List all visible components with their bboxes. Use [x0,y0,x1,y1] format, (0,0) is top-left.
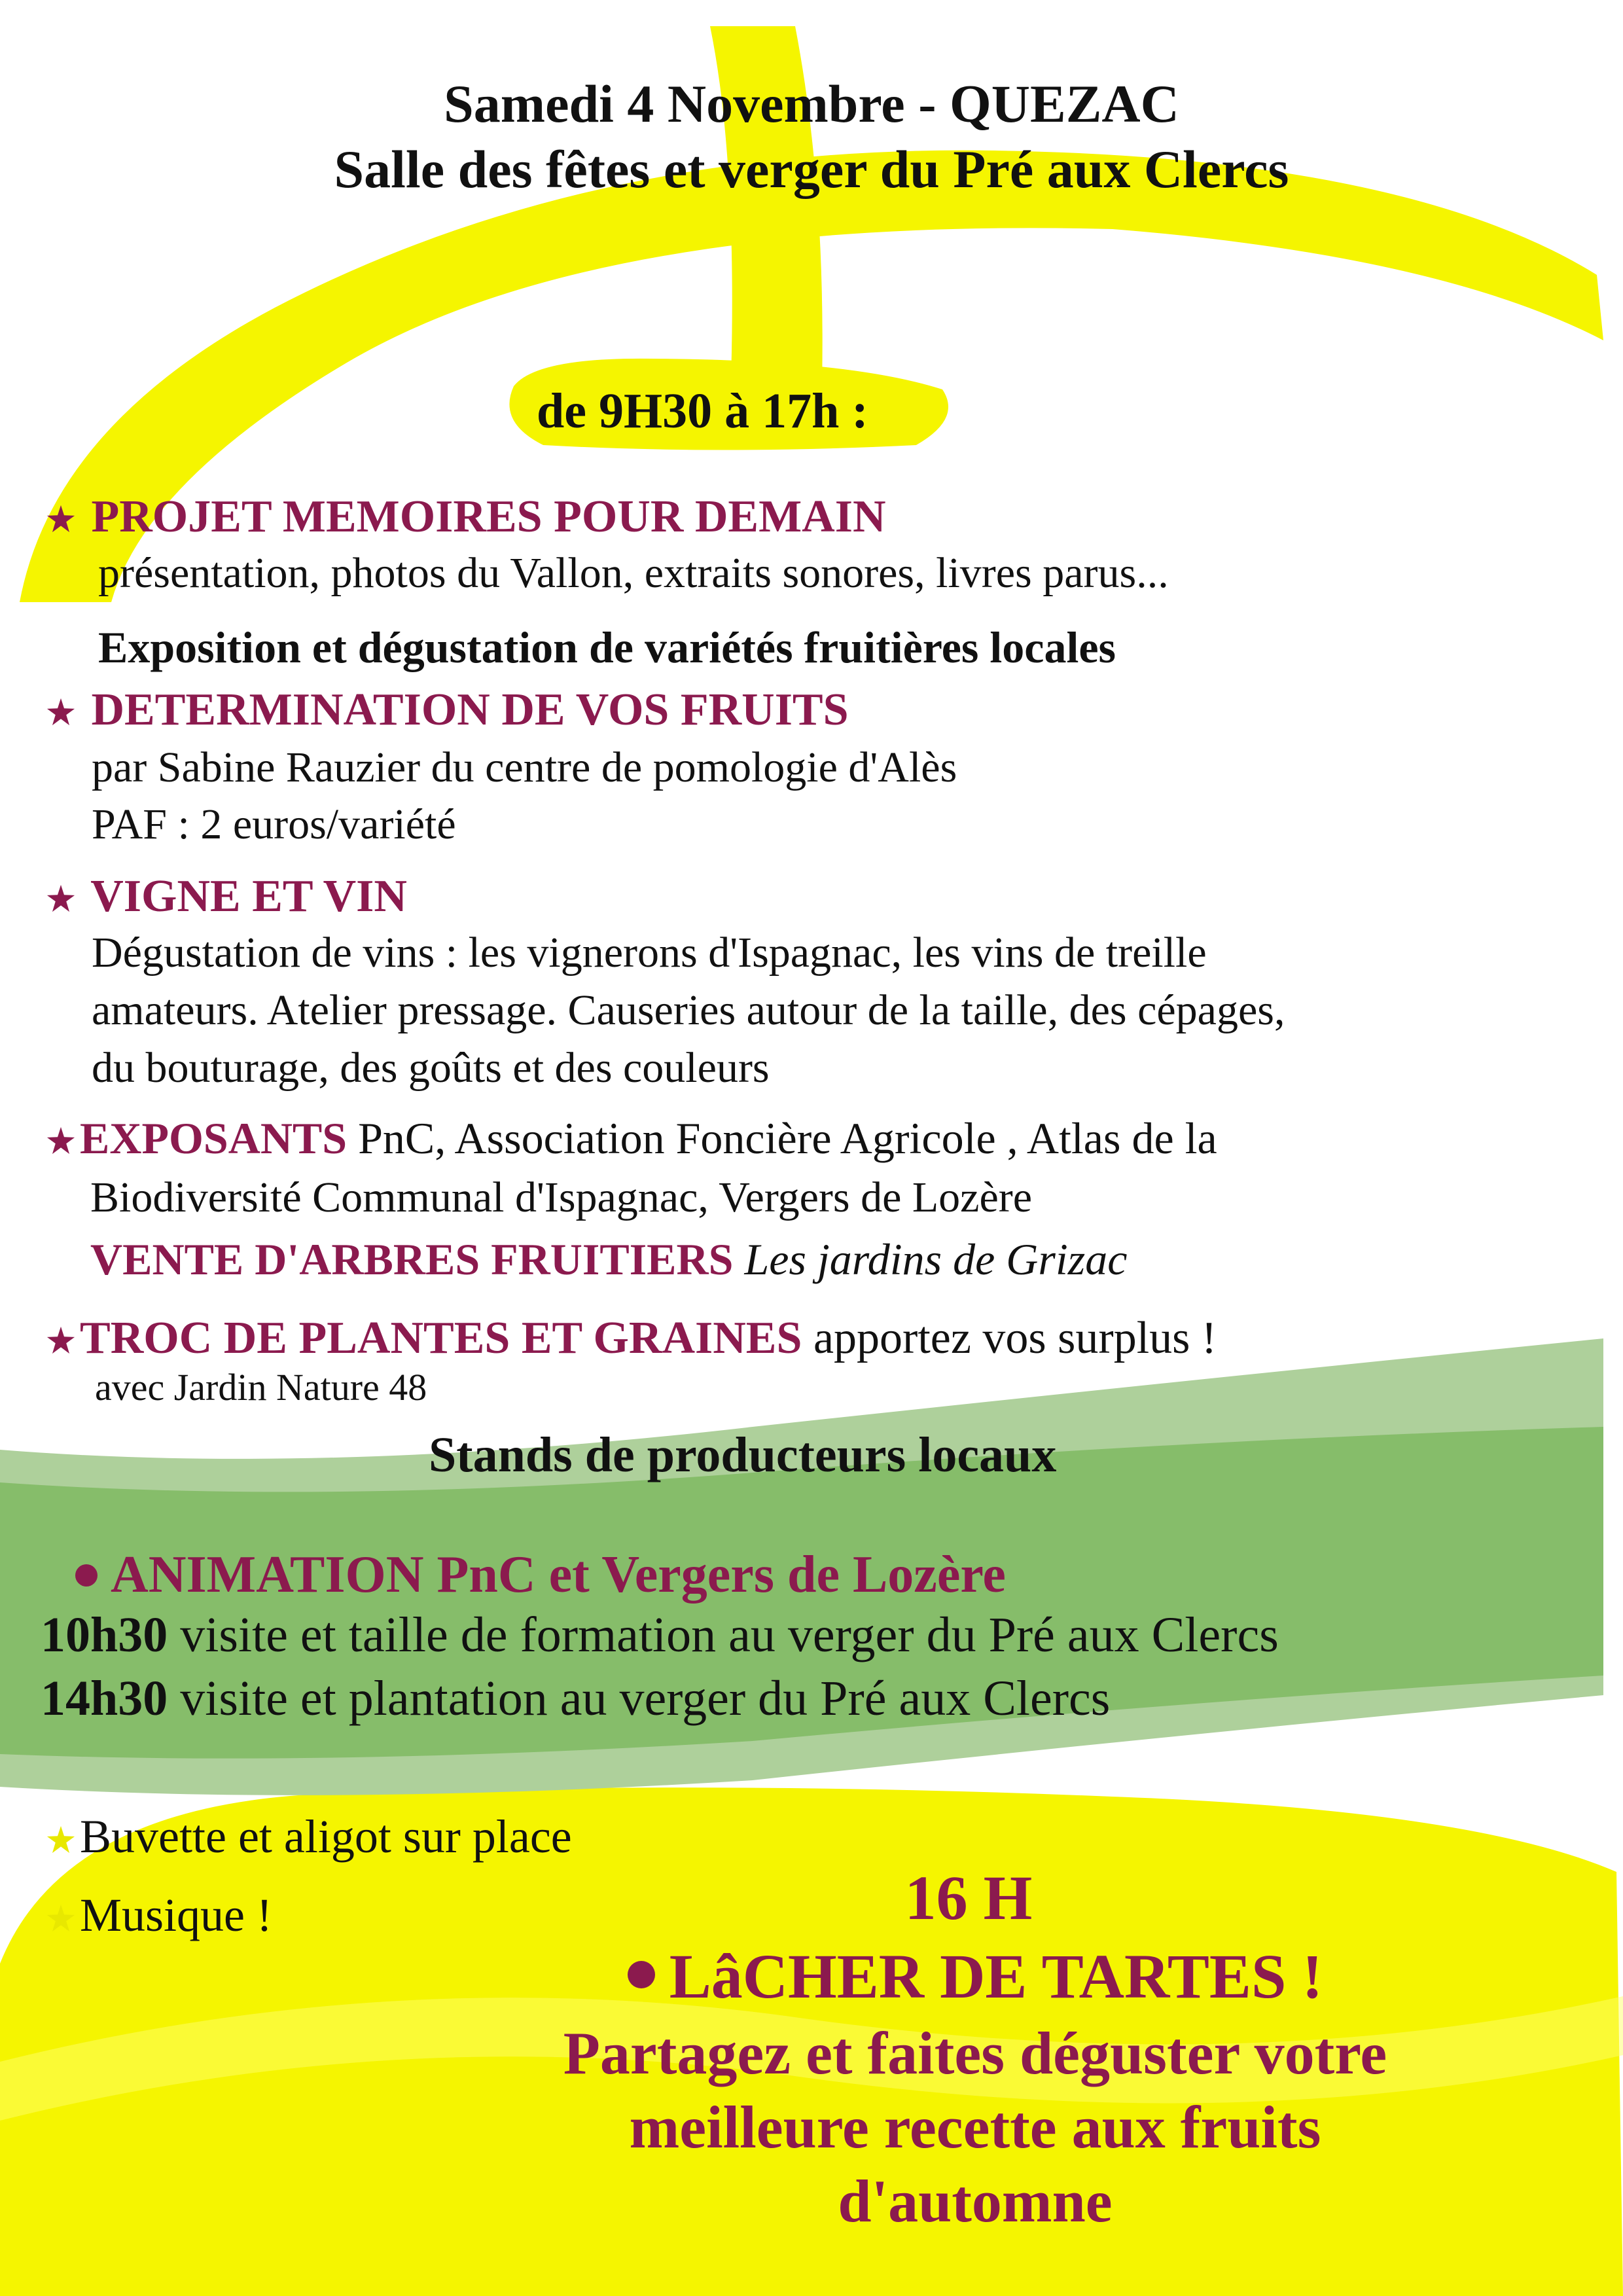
buvette-text: Buvette et aligot sur place [80,1810,572,1863]
session-2-text: visite et plantation au verger du Pré aux Clercs [168,1671,1111,1726]
star-icon [46,1126,76,1156]
item-memoires-desc: présentation, photos du Vallon, extraits sonores, livres parus... [98,549,1169,597]
vente-title: VENTE D'ARBRES FRUITIERS [90,1234,734,1284]
item-exposants [46,1113,1217,1164]
finale-line-1: Partagez et faites déguster votre [563,2020,1387,2087]
troc-title: TROC DE PLANTES ET GRAINES [80,1313,802,1363]
determination-line-2: PAF : 2 euros/variété [92,800,456,848]
dot-icon [75,1564,98,1587]
star-icon [46,884,76,914]
item-troc [46,1312,1217,1365]
animation-session-1 [41,1607,1279,1664]
session-1-text: visite et taille de formation au verger du Pré aux Clercs [168,1607,1279,1662]
finale-line-3: d'automne [838,2168,1113,2234]
vigne-title-text: VIGNE ET VIN [90,871,407,922]
star-icon [46,1903,76,1933]
exposants-line-1: PnC, Association Foncière Agricole , Atlas de la [347,1113,1217,1163]
session-2-time: 14h30 [41,1671,168,1726]
item-memoires-title [46,491,886,544]
finale-title-text: LâCHER DE TARTES ! [669,1941,1323,2011]
animation-title [75,1545,1006,1605]
item-vigne-title [46,870,407,924]
finale-time: 16 H [904,1863,1033,1933]
finale-title [510,1941,1440,2013]
memoires-title-text: PROJET MEMOIRES POUR DEMAIN [91,492,886,542]
determination-title-text: DETERMINATION DE VOS FRUITS [91,685,849,735]
star-icon [46,697,76,727]
vente-detail: Les jardins de Grizac [744,1234,1128,1284]
exposants-line-2: Biodiversité Communal d'Ispagnac, Vergers de Lozère [90,1174,1033,1221]
dot-icon [628,1961,655,1988]
troc-detail: apportez vos surplus ! [802,1313,1217,1363]
session-1-time: 10h30 [41,1607,168,1662]
star-icon [46,1825,76,1855]
item-vente [90,1234,1127,1285]
stands-line: Stands de producteurs locaux [429,1427,1057,1482]
star-icon [46,1325,76,1355]
vigne-line-2: amateurs. Atelier pressage. Causeries autour de la taille, des cépages, [92,986,1285,1034]
animation-title-text: ANIMATION PnC et Vergers de Lozère [111,1546,1006,1604]
opening-hours: de 9H30 à 17h : [537,384,868,439]
extra-buvette [46,1810,572,1864]
event-date-title: Samedi 4 Novembre - QUEZAC [444,74,1179,134]
determination-line-1: par Sabine Rauzier du centre de pomologie d'Alès [92,744,957,791]
venue-title: Salle des fêtes et verger du Pré aux Clercs [334,139,1289,199]
extra-musique [46,1888,272,1943]
musique-text: Musique ! [80,1889,272,1941]
troc-line-2: avec Jardin Nature 48 [95,1366,427,1408]
exposants-title: EXPOSANTS [80,1113,348,1163]
finale-line-2: meilleure recette aux fruits [629,2094,1321,2161]
animation-session-2 [41,1670,1110,1727]
vigne-line-1: Dégustation de vins : les vignerons d'Ispagnac, les vins de treille [92,929,1207,977]
vigne-line-3: du bouturage, des goûts et des couleurs [92,1044,770,1092]
item-determination-title [46,684,849,737]
exposition-line: Exposition et dégustation de variétés fruitières locales [98,622,1116,672]
star-icon [46,504,76,534]
